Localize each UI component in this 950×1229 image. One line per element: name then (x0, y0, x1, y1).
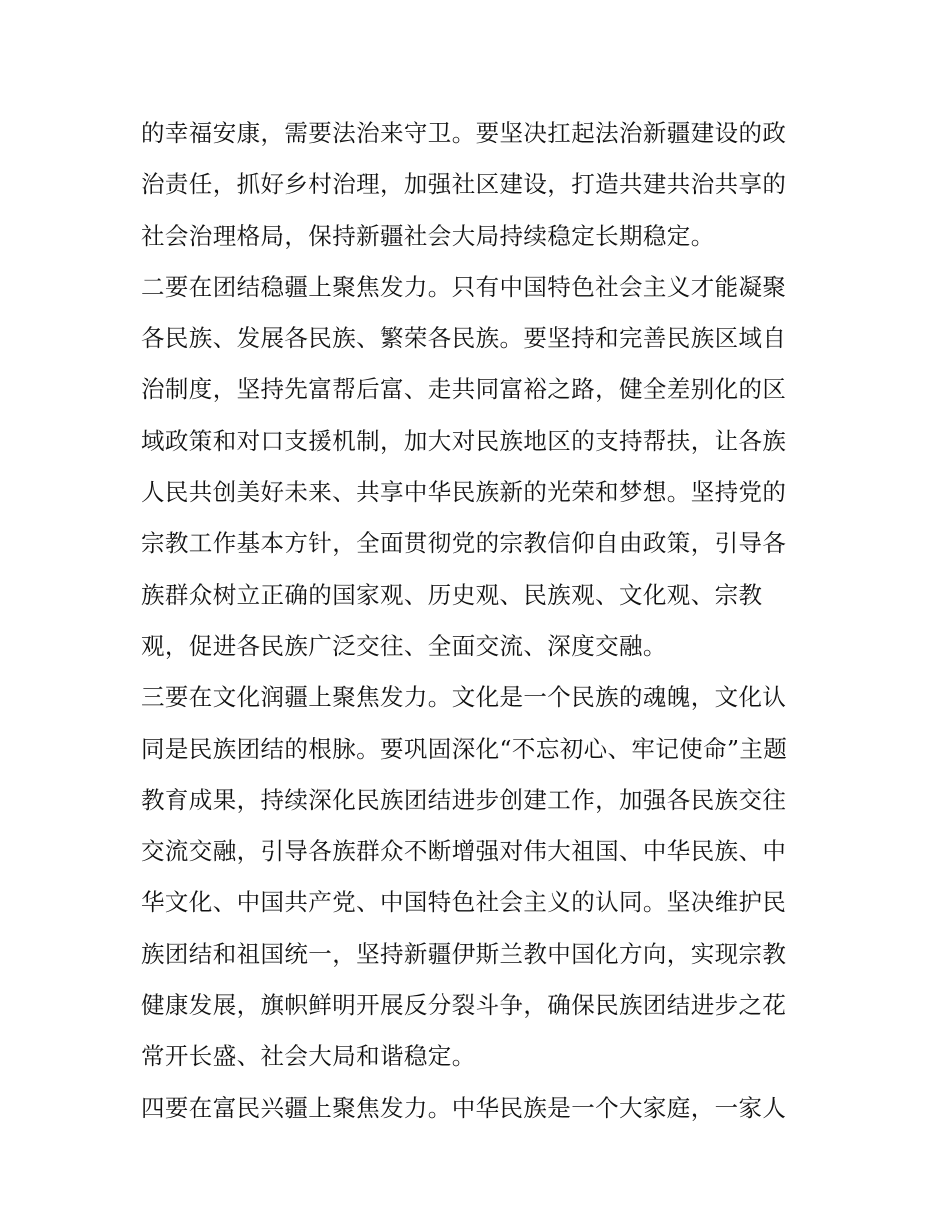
text-line: 社会治理格局，保持新疆社会大局持续稳定长期稳定。 (141, 221, 715, 250)
text-line: 常开长盛、社会大局和谐稳定。 (141, 1042, 476, 1071)
paragraph-2 (141, 262, 813, 672)
text-line: 健康发展，旗帜鲜明开展反分裂斗争，确保民族团结进步之花 (141, 991, 787, 1020)
text-line: 观，促进各民族广泛交往、全面交流、深度交融。 (141, 631, 667, 660)
text-line: 域政策和对口支援机制，加大对民族地区的支持帮扶，让各族 (141, 426, 787, 455)
text-line: 族团结和祖国统一，坚持新疆伊斯兰教中国化方向，实现宗教 (141, 939, 787, 968)
text-line: 宗教工作基本方针，全面贯彻党的宗教信仰自由政策，引导各 (141, 529, 787, 558)
text-line: 教育成果，持续深化民族团结进步创建工作，加强各民族交往 (141, 785, 787, 814)
paragraph-1 (141, 108, 813, 262)
text-line: 治制度，坚持先富帮后富、走共同富裕之路，健全差别化的区 (141, 375, 787, 404)
text-line: 的幸福安康，需要法治来守卫。要坚决扛起法治新疆建设的政 (141, 119, 787, 147)
text-line: 族群众树立正确的国家观、历史观、民族观、文化观、宗教 (141, 580, 763, 609)
document-body (141, 108, 813, 1134)
paragraph-4 (141, 1083, 813, 1134)
text-line: 四要在富民兴疆上聚焦发力。中华民族是一个大家庭，一家人 (141, 1093, 787, 1122)
text-line: 同是民族团结的根脉。要巩固深化“不忘初心、牢记使命”主题 (141, 734, 788, 763)
text-line: 各民族、发展各民族、繁荣各民族。要坚持和完善民族区域自 (141, 324, 787, 353)
text-line: 交流交融，引导各族群众不断增强对伟大祖国、中华民族、中 (141, 837, 787, 866)
text-line: 治责任，抓好乡村治理，加强社区建设，打造共建共治共享的 (141, 170, 787, 199)
text-line: 三要在文化润疆上聚焦发力。文化是一个民族的魂魄，文化认 (141, 683, 787, 712)
paragraph-3 (141, 672, 813, 1082)
text-line: 人民共创美好未来、共享中华民族新的光荣和梦想。坚持党的 (141, 478, 787, 507)
text-line: 华文化、中国共产党、中国特色社会主义的认同。坚决维护民 (141, 888, 787, 917)
text-line: 二要在团结稳疆上聚焦发力。只有中国特色社会主义才能凝聚 (141, 272, 787, 301)
